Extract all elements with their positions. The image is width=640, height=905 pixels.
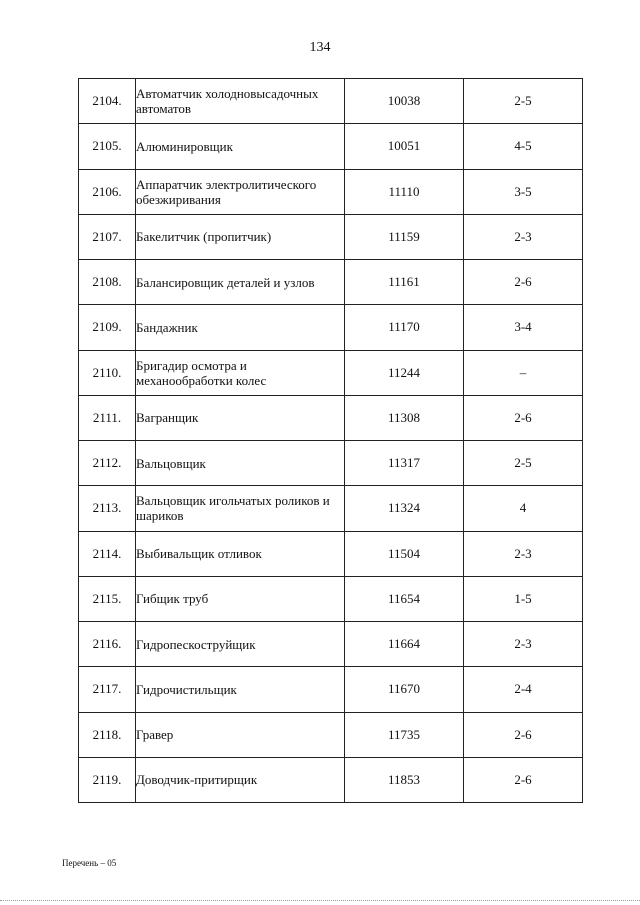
table-row [79,667,583,712]
profession-name: Вальцовщик [136,441,345,486]
profession-name: Автоматчик холодновысадочных автоматов [136,79,345,124]
profession-code: 11664 [345,622,464,667]
table-row [79,441,583,486]
table-row [79,214,583,259]
grade-range: 2-3 [464,531,583,576]
grade-range: 2-6 [464,260,583,305]
table-row [79,350,583,395]
row-number: 2115. [79,576,136,621]
profession-code: 11170 [345,305,464,350]
table-row [79,169,583,214]
table-row [79,79,583,124]
table-row [79,305,583,350]
grade-range: 2-5 [464,441,583,486]
page-number: 134 [309,40,331,55]
row-number: 2118. [79,712,136,757]
table-row [79,395,583,440]
grade-range: 2-6 [464,395,583,440]
table-row [79,576,583,621]
profession-name: Гибщик труб [136,576,345,621]
table-row [79,260,583,305]
profession-code: 11735 [345,712,464,757]
row-number: 2114. [79,531,136,576]
footer-note: Перечень – 05 [62,858,117,868]
table-row [79,757,583,802]
grade-range: 2-6 [464,757,583,802]
profession-code: 10051 [345,124,464,169]
profession-name: Бригадир осмотра и механообработки колес [136,350,345,395]
row-number: 2110. [79,350,136,395]
profession-name: Доводчик-притирщик [136,757,345,802]
profession-name: Вальцовщик игольчатых роликов и шариков [136,486,345,531]
row-number: 2107. [79,214,136,259]
profession-code: 10038 [345,79,464,124]
table-row [79,486,583,531]
grade-range: 1-5 [464,576,583,621]
bottom-divider [0,900,640,902]
profession-name: Вагранщик [136,395,345,440]
row-number: 2105. [79,124,136,169]
profession-name: Бандажник [136,305,345,350]
row-number: 2111. [79,395,136,440]
profession-name: Выбивальщик отливок [136,531,345,576]
table-row [79,124,583,169]
professions-table [78,78,583,803]
profession-name: Гравер [136,712,345,757]
profession-code: 11324 [345,486,464,531]
grade-range: 4-5 [464,124,583,169]
profession-name: Бакелитчик (пропитчик) [136,214,345,259]
row-number: 2117. [79,667,136,712]
grade-range: 3-5 [464,169,583,214]
row-number: 2109. [79,305,136,350]
row-number: 2106. [79,169,136,214]
grade-range: 4 [464,486,583,531]
profession-name: Аппаратчик электролитического обезжиривания [136,169,345,214]
row-number: 2113. [79,486,136,531]
grade-range: 2-4 [464,667,583,712]
profession-name: Гидропескоструйщик [136,622,345,667]
table-row [79,531,583,576]
grade-range: 2-3 [464,214,583,259]
profession-name: Алюминировщик [136,124,345,169]
profession-code: 11654 [345,576,464,621]
profession-name: Балансировщик деталей и узлов [136,260,345,305]
profession-code: 11161 [345,260,464,305]
row-number: 2104. [79,79,136,124]
profession-code: 11670 [345,667,464,712]
profession-code: 11244 [345,350,464,395]
profession-code: 11308 [345,395,464,440]
profession-code: 11317 [345,441,464,486]
grade-range: 2-5 [464,79,583,124]
profession-code: 11504 [345,531,464,576]
grade-range: – [464,350,583,395]
row-number: 2116. [79,622,136,667]
row-number: 2119. [79,757,136,802]
table-row [79,712,583,757]
grade-range: 2-6 [464,712,583,757]
row-number: 2112. [79,441,136,486]
profession-code: 11853 [345,757,464,802]
table-body [79,79,583,803]
table-row [79,622,583,667]
profession-code: 11110 [345,169,464,214]
profession-name: Гидрочистильщик [136,667,345,712]
profession-code: 11159 [345,214,464,259]
grade-range: 3-4 [464,305,583,350]
row-number: 2108. [79,260,136,305]
grade-range: 2-3 [464,622,583,667]
